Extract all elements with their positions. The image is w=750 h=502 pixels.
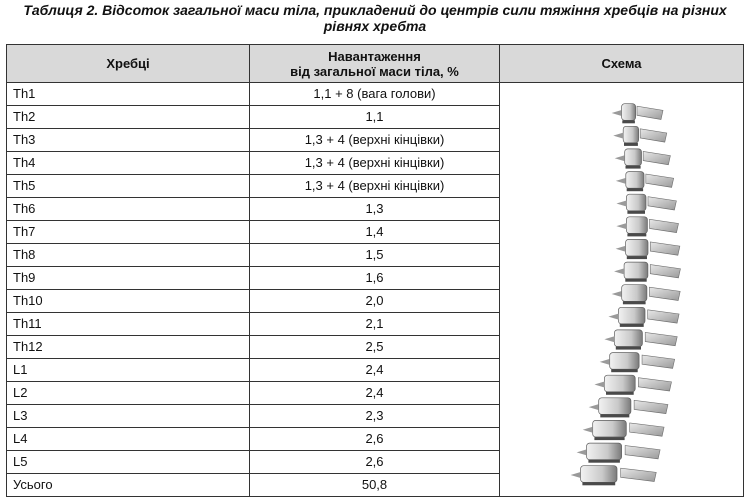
vertebra-cell: Th6 (7, 198, 250, 221)
load-cell: 1,1 (250, 106, 500, 129)
load-cell: 1,3 (250, 198, 500, 221)
vertebra-shape (613, 126, 667, 146)
spine-illustration (522, 94, 722, 486)
vertebra-shape (616, 216, 678, 236)
table-caption (0, 2, 750, 34)
total-label-cell: Усього (7, 474, 250, 497)
load-cell: 1,3 + 4 (верхні кінцівки) (250, 152, 500, 175)
vertebra-cell: L3 (7, 405, 250, 428)
vertebra-shape (614, 148, 670, 168)
vertebra-shape (594, 375, 671, 395)
load-cell: 2,4 (250, 382, 500, 405)
vertebra-cell: Th7 (7, 221, 250, 244)
vertebra-cell: Th8 (7, 244, 250, 267)
header-vertebra: Хребці (7, 45, 250, 83)
vertebra-shape (611, 103, 662, 123)
vertebra-shape (608, 307, 679, 327)
load-cell: 1,3 + 4 (верхні кінцівки) (250, 129, 500, 152)
scheme-cell (500, 83, 744, 497)
vertebra-cell: L2 (7, 382, 250, 405)
load-cell: 1,5 (250, 244, 500, 267)
vertebra-cell: Th10 (7, 290, 250, 313)
load-cell: 2,4 (250, 359, 500, 382)
vertebra-cell: Th9 (7, 267, 250, 290)
vertebra-cell: L4 (7, 428, 250, 451)
load-cell: 1,4 (250, 221, 500, 244)
vertebra-shape (599, 352, 674, 372)
vertebra-shape (611, 284, 680, 304)
total-value-cell: 50,8 (250, 474, 500, 497)
vertebra-cell: L1 (7, 359, 250, 382)
vertebra-shape (616, 194, 676, 214)
load-cell: 1,3 + 4 (верхні кінцівки) (250, 175, 500, 198)
load-cell: 2,1 (250, 313, 500, 336)
vertebra-shape (576, 443, 660, 463)
vertebra-cell: Th5 (7, 175, 250, 198)
load-cell: 1,6 (250, 267, 500, 290)
vertebra-cell: Th3 (7, 129, 250, 152)
caption-line-2: рівнях хребта (323, 18, 427, 34)
load-cell: 2,6 (250, 428, 500, 451)
vertebra-cell: Th11 (7, 313, 250, 336)
caption-line-1: Таблиця 2. Відсоток загальної маси тіла, прикладений до центрів сили тяжіння хребців на різних (23, 2, 727, 18)
load-cell: 2,5 (250, 336, 500, 359)
header-scheme: Схема (500, 45, 744, 83)
vertebra-shape (614, 262, 680, 282)
vertebra-cell: Th4 (7, 152, 250, 175)
vertebra-shape (582, 420, 663, 440)
vertebra-cell: Th1 (7, 83, 250, 106)
vertebra-load-table (6, 44, 744, 497)
vertebra-cell: Th12 (7, 336, 250, 359)
vertebra-shape (615, 239, 679, 259)
load-cell: 2,6 (250, 451, 500, 474)
load-cell: 1,1 + 8 (вага голови) (250, 83, 500, 106)
load-cell: 2,3 (250, 405, 500, 428)
vertebra-cell: Th2 (7, 106, 250, 129)
load-cell: 2,0 (250, 290, 500, 313)
header-load-line-2: від загальної маси тіла, % (290, 63, 459, 79)
header-load-line-1: Навантаження (328, 48, 421, 64)
vertebra-shape (615, 171, 673, 191)
table-row (7, 83, 744, 106)
vertebra-shape (588, 397, 667, 417)
vertebra-shape (570, 465, 656, 485)
header-row (7, 45, 744, 83)
header-load (250, 45, 500, 83)
vertebra-shape (604, 329, 677, 349)
vertebra-cell: L5 (7, 451, 250, 474)
